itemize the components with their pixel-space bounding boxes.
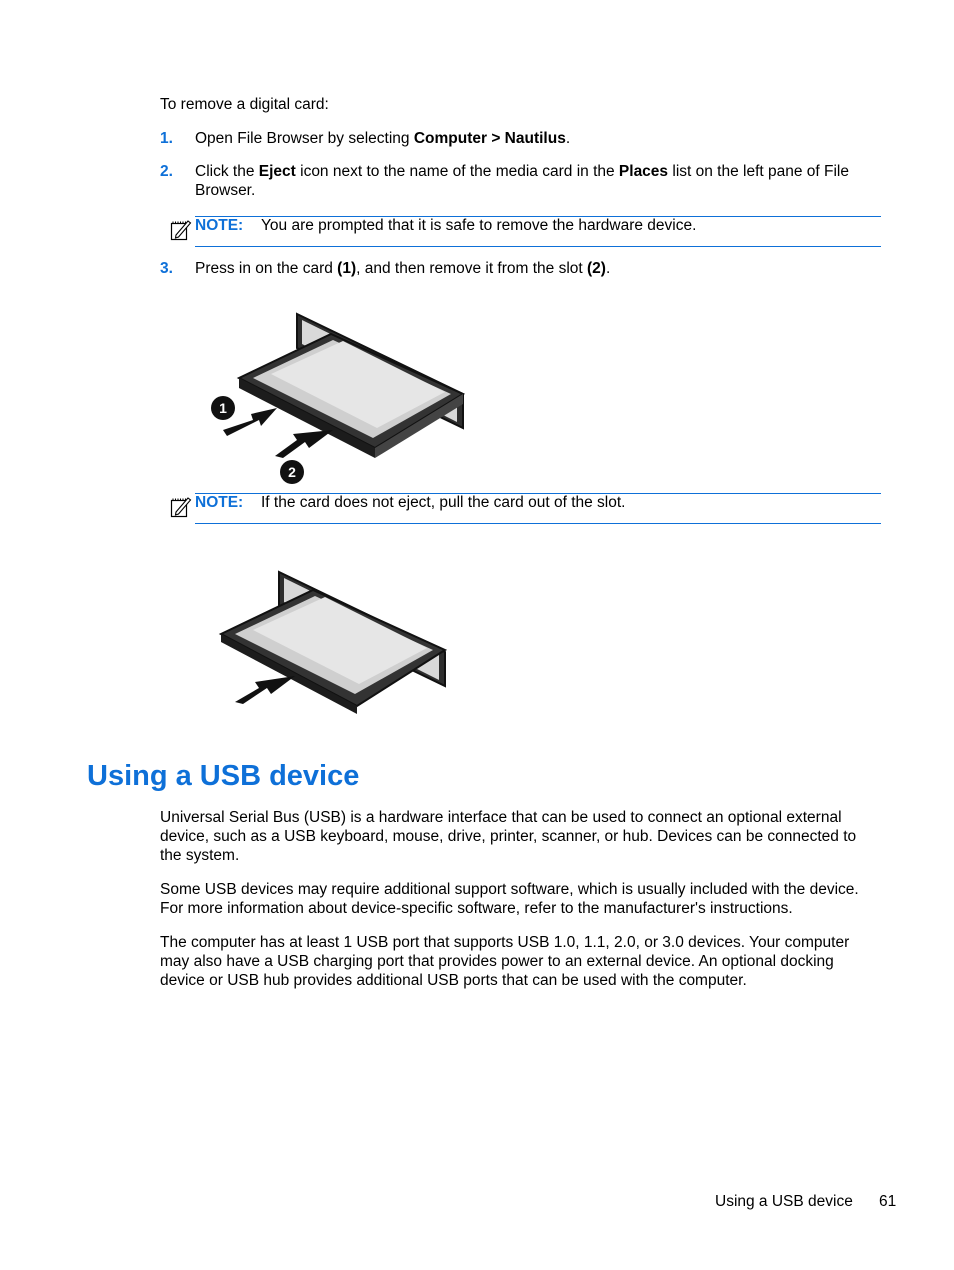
note-text: If the card does not eject, pull the card out of the slot. xyxy=(261,494,626,511)
note-text: You are prompted that it is safe to remove the hardware device. xyxy=(261,217,697,234)
step-text: Click the Eject icon next to the name of the media card in the Places list on the left pane of File Browser. xyxy=(195,163,849,199)
note-rule-bottom xyxy=(195,246,881,247)
body-paragraph: The computer has at least 1 USB port that supports USB 1.0, 1.1, 2.0, or 3.0 devices. Your computer may also have a USB charging port that provides power to an external device. An optional docking device or USB hub provides additional USB ports that can be used with the computer. xyxy=(160,934,850,989)
page-number: 61 xyxy=(879,1193,897,1210)
step-text: Open File Browser by selecting Computer > Nautilus. xyxy=(195,130,571,147)
step-number: 3. xyxy=(160,260,173,277)
callout-1-label: 1 xyxy=(219,400,227,416)
note-pencil-icon xyxy=(170,495,192,519)
note-rule-bottom xyxy=(195,523,881,524)
note-box xyxy=(170,493,881,523)
note-box xyxy=(170,216,881,246)
note-label: NOTE: xyxy=(195,494,244,511)
step-number: 2. xyxy=(160,163,173,180)
body-paragraph: Some USB devices may require additional support software, which is usually included with the device. For more information about device-specific software, refer to the manufacturer's instructions. xyxy=(160,881,859,917)
note-label: NOTE: xyxy=(195,217,244,234)
callout-2-label: 2 xyxy=(288,464,296,480)
intro-text: To remove a digital card: xyxy=(160,96,329,113)
note-pencil-icon xyxy=(170,218,192,242)
body-paragraph: Universal Serial Bus (USB) is a hardware interface that can be used to connect an optional external device, such as a USB keyboard, mouse, drive, printer, scanner, or hub. Devices can be connected to the system. xyxy=(160,809,857,864)
step-text: Press in on the card (1), and then remove it from the slot (2). xyxy=(195,260,611,277)
card-pull-illustration xyxy=(215,566,455,716)
footer-section-title: Using a USB device xyxy=(715,1193,853,1210)
section-heading: Using a USB device xyxy=(87,760,360,792)
step-number: 1. xyxy=(160,130,173,147)
card-removal-illustration xyxy=(205,308,470,490)
